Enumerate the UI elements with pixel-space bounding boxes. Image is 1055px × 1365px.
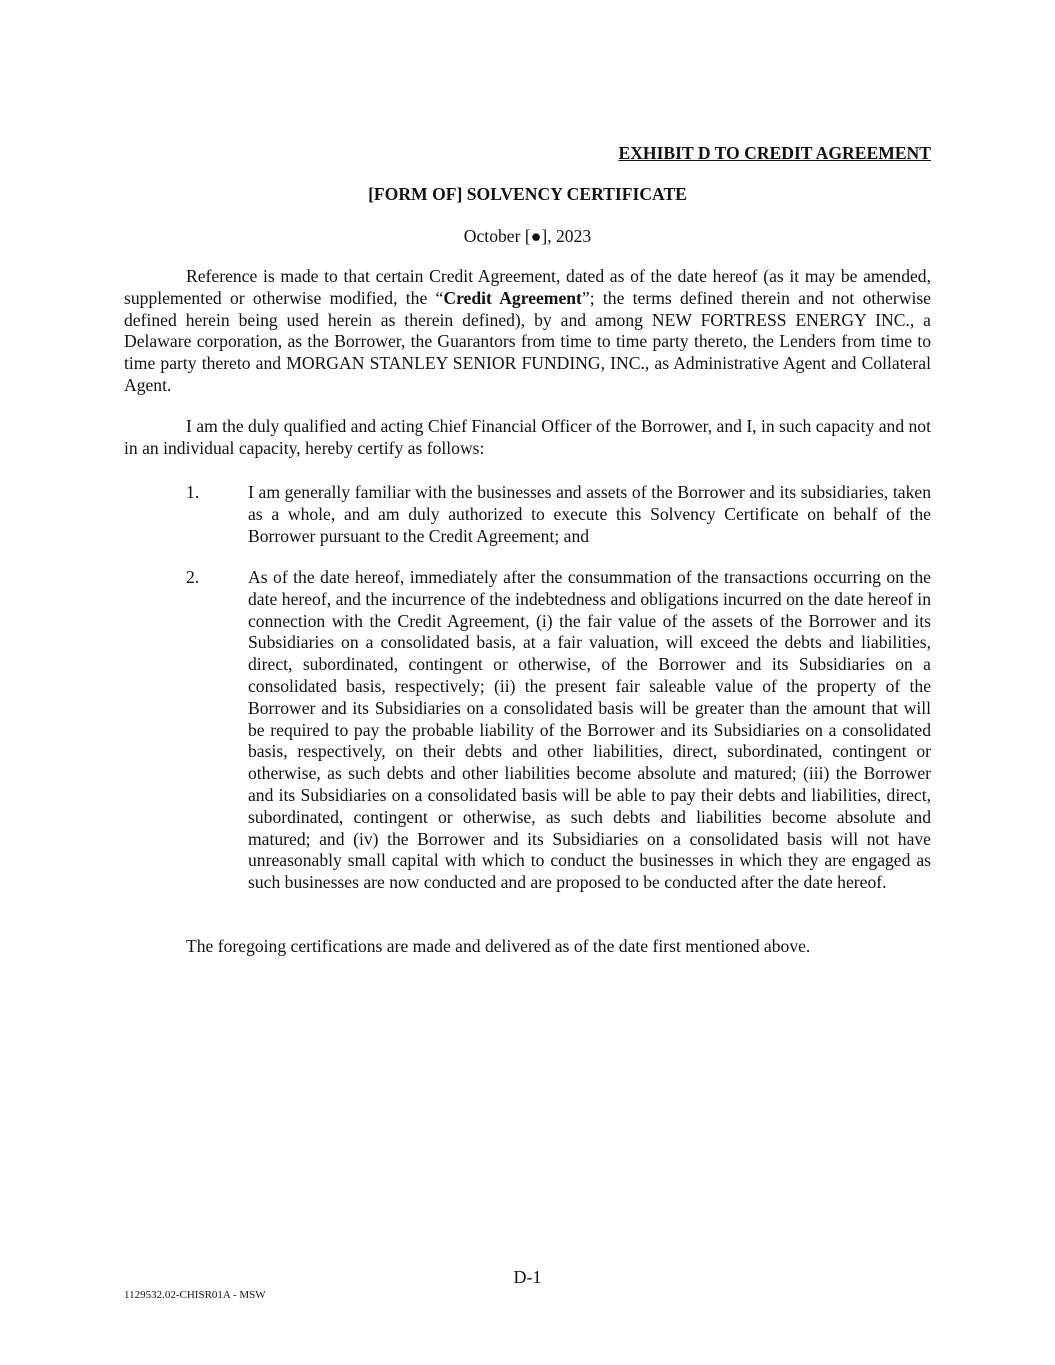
document-id: 1129532.02-CHISR01A - MSW — [124, 1289, 266, 1301]
closing-paragraph: The foregoing certifications are made and delivered as of the date first mentioned above. — [186, 936, 811, 956]
list-item-text: I am generally familiar with the businesses and assets of the Borrower and its subsidiaries, taken as a whole, and am duly authorized to execute this Solvency Certificate on behalf of the Borrower pursuant to the Credit Agreement; and — [248, 482, 931, 546]
list-item-text: As of the date hereof, immediately after the consummation of the transactions occurring on the date hereof, and the incurrence of the indebtedness and obligations incurred on the date hereof in connection with the Credit Agreement, (i) the fair value of the assets of the Borrower and its Subsidiaries on a consolidated basis, at a fair valuation, will exceed the debts and liabilities, direct, subordinated, contingent or otherwise, of the Borrower and its Subsidiaries on a consolidated basis, respectively; (ii) the present fair saleable value of the property of the Borrower and its Subsidiaries on a consolidated basis will be greater than the amount that will be required to pay the probable liability of the Borrower and its Subsidiaries on a consolidated basis, respectively, on their debts and other liabilities, direct, subordinated, contingent or otherwise, as such debts and other liabilities become absolute and matured; (iii) the Borrower and its Subsidiaries on a consolidated basis will be able to pay their debts and liabilities, direct, subordinated, contingent or otherwise, as such debts and liabilities become absolute and matured; and (iv) the Borrower and its Subsidiaries on a consolidated basis will not have unreasonably small capital with which to conduct the businesses in which they are engaged as such businesses are now conducted and are proposed to be conducted after the date hereof. — [248, 567, 931, 893]
page-number: D-1 — [513, 1267, 542, 1287]
intro-text-after: ”; the terms defined therein and not otherwise defined herein being used herein as therein defined), by and among NEW FORTRESS ENERGY INC., a Delaware corporation, as the Borrower, the Guarantors from time to time party thereto, the Lenders from time to time party thereto and MORGAN STANLEY SENIOR FUNDING, INC., as Administrative Agent and Collateral Agent. — [124, 287, 931, 395]
exhibit-label: EXHIBIT D TO CREDIT AGREEMENT — [618, 143, 931, 163]
list-item-number: 2. — [186, 567, 200, 587]
intro-paragraph — [124, 266, 931, 397]
list-item-number: 1. — [186, 482, 200, 502]
certificate-date: October [●], 2023 — [463, 226, 592, 246]
certify-paragraph: I am the duly qualified and acting Chief Financial Officer of the Borrower, and I, in such capacity and not in an individual capacity, hereby certify as follows: — [124, 416, 931, 458]
form-title: [FORM OF] SOLVENCY CERTIFICATE — [368, 184, 687, 204]
document-page — [124, 0, 931, 1365]
defined-term-credit-agreement: Credit Agreement — [443, 287, 582, 308]
intro-text-before: Reference is made to that certain Credit Agreement, dated as of the date hereof (as it may be amended, supplemented or otherwise modified, the “ — [124, 266, 931, 308]
